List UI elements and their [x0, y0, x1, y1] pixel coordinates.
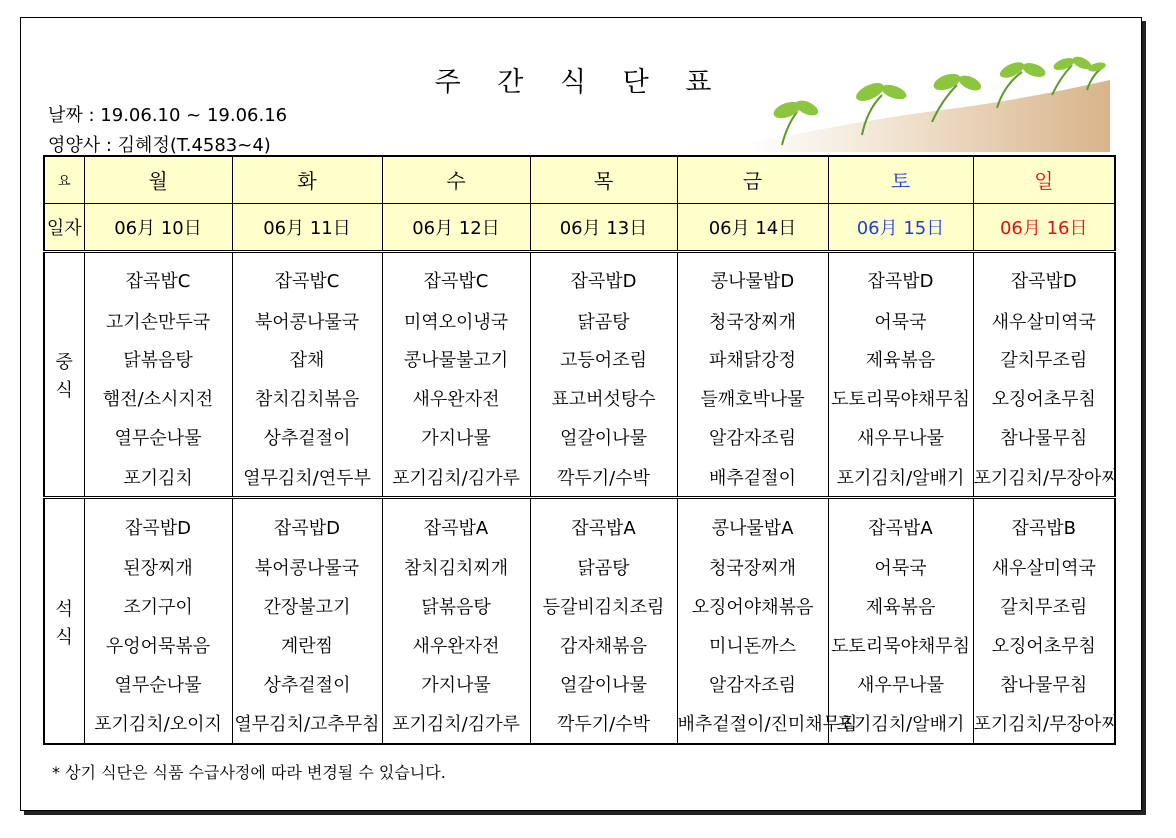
dinner-item-sat: 제육볶음 [828, 587, 973, 626]
lunch-menu-row [44, 418, 1115, 457]
dinner-item-sat: 새우무나물 [828, 665, 973, 704]
dinner-item-sun: 새우살미역국 [973, 548, 1115, 587]
lunch-item-sun: 새우살미역국 [973, 301, 1115, 340]
lunch-item-sat: 잡곡밥D [828, 251, 973, 301]
weekly-menu-table [43, 155, 1119, 745]
dinner-item-thu: 감자채볶음 [530, 626, 677, 665]
date-fri: 06月 14日 [677, 203, 828, 251]
lunch-label: 중 식 [44, 251, 84, 498]
dinner-item-sat: 잡곡밥A [828, 498, 973, 548]
dinner-label: 석 식 [44, 498, 84, 744]
dinner-section [44, 498, 1119, 744]
dinner-item-thu: 잡곡밥A [530, 498, 677, 548]
dinner-item-mon: 조기구이 [84, 587, 232, 626]
dinner-item-thu: 깍두기/수박 [530, 704, 677, 744]
dinner-item-tue: 잡곡밥D [232, 498, 382, 548]
lunch-item-sat: 새우무나물 [828, 418, 973, 457]
dinner-menu-row [44, 498, 1115, 548]
lunch-item-thu: 닭곰탕 [530, 301, 677, 340]
lunch-item-wed: 새우완자전 [382, 379, 530, 418]
dinner-item-sun: 포기김치/무장아찌 [973, 704, 1115, 744]
lunch-item-sat: 어묵국 [828, 301, 973, 340]
dinner-item-tue: 열무김치/고추무침 [232, 704, 382, 744]
dinner-item-mon: 열무순나물 [84, 665, 232, 704]
day-mon: 월 [84, 156, 232, 203]
lunch-item-wed: 포기김치/김가루 [382, 457, 530, 498]
lunch-item-mon: 닭볶음탕 [84, 340, 232, 379]
dinner-item-wed: 닭볶음탕 [382, 587, 530, 626]
dinner-item-sat: 도토리묵야채무침 [828, 626, 973, 665]
lunch-item-wed: 가지나물 [382, 418, 530, 457]
lunch-menu-row [44, 379, 1115, 418]
dinner-item-sun: 오징어초무침 [973, 626, 1115, 665]
lunch-section [44, 251, 1119, 498]
lunch-item-fri: 콩나물밥D [677, 251, 828, 301]
lunch-item-mon: 잡곡밥C [84, 251, 232, 301]
lunch-item-tue: 참치김치볶음 [232, 379, 382, 418]
lunch-item-thu: 얼갈이나물 [530, 418, 677, 457]
lunch-item-sat: 제육볶음 [828, 340, 973, 379]
dinner-item-fri: 오징어야채볶음 [677, 587, 828, 626]
lunch-item-fri: 파채닭강정 [677, 340, 828, 379]
date-sun: 06月 16日 [973, 203, 1115, 251]
lunch-item-fri: 들깨호박나물 [677, 379, 828, 418]
lunch-item-thu: 고등어조림 [530, 340, 677, 379]
dinner-item-sun: 갈치무조림 [973, 587, 1115, 626]
dinner-item-mon: 우엉어묵볶음 [84, 626, 232, 665]
dinner-item-wed: 잡곡밥A [382, 498, 530, 548]
date-thu: 06月 13日 [530, 203, 677, 251]
lunch-item-wed: 잡곡밥C [382, 251, 530, 301]
dinner-item-fri: 배추겉절이/진미채무침 [677, 704, 828, 744]
lunch-item-thu: 깍두기/수박 [530, 457, 677, 498]
footnote: * 상기 식단은 식품 수급사정에 따라 변경될 수 있습니다. [52, 763, 446, 782]
date-mon: 06月 10日 [84, 203, 232, 251]
lunch-item-mon: 열무순나물 [84, 418, 232, 457]
date-range: 날짜 : 19.06.10 ~ 19.06.16 [48, 105, 288, 126]
day-row-label: 요 [44, 156, 84, 203]
dinner-menu-row [44, 626, 1115, 665]
day-fri: 금 [677, 156, 828, 203]
lunch-item-mon: 햄전/소시지전 [84, 379, 232, 418]
date-row-label: 일자 [44, 203, 84, 251]
lunch-item-fri: 알감자조림 [677, 418, 828, 457]
lunch-item-wed: 콩나물불고기 [382, 340, 530, 379]
date-sat: 06月 15日 [828, 203, 973, 251]
date-wed: 06月 12日 [382, 203, 530, 251]
lunch-item-sun: 오징어초무침 [973, 379, 1115, 418]
lunch-item-sat: 포기김치/알배기 [828, 457, 973, 498]
date-tue: 06月 11日 [232, 203, 382, 251]
lunch-item-tue: 북어콩나물국 [232, 301, 382, 340]
page-title: 주 간 식 단 표 [434, 67, 726, 98]
lunch-item-sat: 도토리묵야채무침 [828, 379, 973, 418]
lunch-item-thu: 표고버섯탕수 [530, 379, 677, 418]
lunch-item-tue: 잡채 [232, 340, 382, 379]
lunch-menu-row [44, 301, 1115, 340]
dinner-item-tue: 간장불고기 [232, 587, 382, 626]
dinner-item-mon: 잡곡밥D [84, 498, 232, 548]
dinner-item-sat: 포기김치/알배기 [828, 704, 973, 744]
sprouts-image [742, 50, 1110, 152]
dinner-item-sat: 어묵국 [828, 548, 973, 587]
lunch-item-tue: 상추겉절이 [232, 418, 382, 457]
lunch-menu-row [44, 340, 1115, 379]
dinner-menu-row [44, 665, 1115, 704]
lunch-item-sun: 참나물무침 [973, 418, 1115, 457]
lunch-item-mon: 포기김치 [84, 457, 232, 498]
dinner-item-fri: 미니돈까스 [677, 626, 828, 665]
lunch-item-fri: 청국장찌개 [677, 301, 828, 340]
day-tue: 화 [232, 156, 382, 203]
dinner-item-wed: 가지나물 [382, 665, 530, 704]
dinner-item-tue: 북어콩나물국 [232, 548, 382, 587]
dinner-item-thu: 닭곰탕 [530, 548, 677, 587]
dinner-item-fri: 알감자조림 [677, 665, 828, 704]
lunch-item-fri: 배추겉절이 [677, 457, 828, 498]
dinner-menu-row [44, 704, 1115, 744]
dinner-item-fri: 청국장찌개 [677, 548, 828, 587]
dinner-item-tue: 계란찜 [232, 626, 382, 665]
date-header-row [44, 203, 1115, 251]
dinner-menu-row [44, 587, 1115, 626]
lunch-item-tue: 잡곡밥C [232, 251, 382, 301]
day-wed: 수 [382, 156, 530, 203]
dinner-item-wed: 참치김치찌개 [382, 548, 530, 587]
lunch-item-sun: 포기김치/무장아찌 [973, 457, 1115, 498]
dinner-item-wed: 포기김치/김가루 [382, 704, 530, 744]
dinner-menu-row [44, 548, 1115, 587]
lunch-item-tue: 열무김치/연두부 [232, 457, 382, 498]
lunch-menu-row [44, 251, 1115, 301]
lunch-item-sun: 잡곡밥D [973, 251, 1115, 301]
day-sun: 일 [973, 156, 1115, 203]
dinner-item-tue: 상추겉절이 [232, 665, 382, 704]
lunch-item-sun: 갈치무조림 [973, 340, 1115, 379]
day-header-row [44, 156, 1115, 203]
dinner-item-sun: 잡곡밥B [973, 498, 1115, 548]
dinner-item-sun: 참나물무침 [973, 665, 1115, 704]
dinner-item-thu: 얼갈이나물 [530, 665, 677, 704]
dinner-item-mon: 된장찌개 [84, 548, 232, 587]
lunch-item-mon: 고기손만두국 [84, 301, 232, 340]
lunch-menu-row [44, 457, 1115, 498]
dietitian-info: 영양사 : 김혜정(T.4583~4) [48, 135, 271, 156]
lunch-item-wed: 미역오이냉국 [382, 301, 530, 340]
day-sat: 토 [828, 156, 973, 203]
day-thu: 목 [530, 156, 677, 203]
dinner-item-mon: 포기김치/오이지 [84, 704, 232, 744]
dinner-item-wed: 새우완자전 [382, 626, 530, 665]
lunch-item-thu: 잡곡밥D [530, 251, 677, 301]
dinner-item-thu: 등갈비김치조림 [530, 587, 677, 626]
dinner-item-fri: 콩나물밥A [677, 498, 828, 548]
